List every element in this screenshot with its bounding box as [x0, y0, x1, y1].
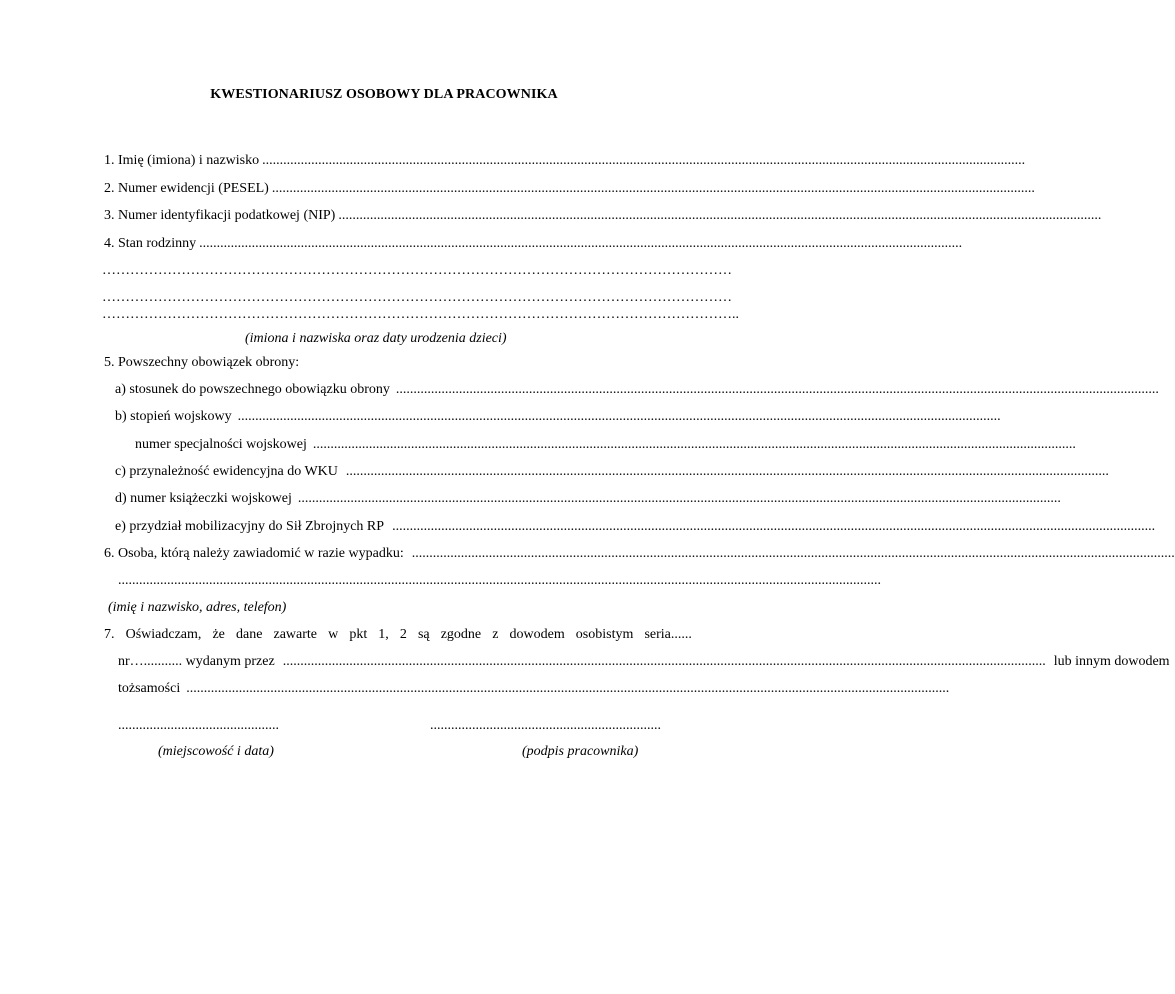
field-mobilization [115, 518, 1156, 536]
declaration-word: zawarte [273, 627, 318, 642]
fill-leader: .......................................................................................................................................................................................................................... [312, 437, 1076, 452]
fill-leader: .......................................................................................................................................................................................................................... [392, 519, 1156, 534]
field-label: e) przydział mobilizacyjny do Sił Zbrojnych RP [115, 519, 385, 534]
emergency-contact-line: .......................................................................................................................................................................................................................... [118, 573, 881, 588]
fill-leader: .......................................................................................................................................................................................................................... [262, 153, 1026, 168]
field-pesel [104, 180, 1035, 198]
field-label: c) przynależność ewidencyjna do WKU [115, 464, 338, 479]
field-label: b) stopień wojskowy [115, 409, 232, 424]
field-marital-status [104, 235, 963, 253]
place-date-line: .............................................. [118, 718, 279, 733]
declaration-word: że [212, 627, 225, 642]
field-label: 6. Osoba, którą należy zawiadomić w razie wypadku: [104, 546, 404, 561]
field-wku [115, 463, 1109, 481]
declaration-text: lub innym dowodem [1053, 654, 1170, 669]
declaration-line-2 [118, 653, 1170, 671]
field-name-surname [104, 152, 1026, 170]
declaration-word: 1, [378, 627, 389, 642]
declaration-word: osobistym [575, 627, 634, 642]
fill-leader: .......................................................................................................................................................................................................................... [395, 382, 1159, 397]
fill-leader: .......................................................................................................................................................................................................................... [199, 236, 963, 251]
declaration-line-1 [104, 626, 692, 644]
declaration-word: pkt [349, 627, 368, 642]
field-label: a) stosunek do powszechnego obowiązku obrony [115, 382, 390, 397]
declaration-word: Oświadczam, [125, 627, 202, 642]
fill-leader: .......................................................................................................................................................................................................................... [271, 181, 1035, 196]
signature-line: .................................................................. [430, 718, 661, 733]
field-label: 1. Imię (imiona) i nazwisko [104, 153, 260, 168]
declaration-word: 2 [399, 627, 407, 642]
document-title: KWESTIONARIUSZ OSOBOWY DLA PRACOWNIKA [210, 87, 558, 102]
declaration-word: dane [235, 627, 263, 642]
declaration-word: są [417, 627, 430, 642]
fill-leader: .......................................................................................................................................................................................................................... [411, 546, 1175, 561]
field-military-rank [115, 408, 1001, 426]
declaration-word: dowodem [509, 627, 565, 642]
place-date-label: (miejscowość i data) [158, 744, 274, 759]
declaration-word: seria...... [644, 627, 692, 642]
declaration-text: nr…........... wydanym przez [118, 654, 275, 669]
field-military-book [115, 490, 1061, 508]
emergency-contact-note: (imię i nazwisko, adres, telefon) [108, 600, 287, 615]
declaration-line-3 [118, 680, 950, 698]
children-line-1: ……………………………………………………………………………………………………………………… [102, 263, 732, 278]
field-military-specialty [135, 436, 1076, 454]
field-nip [104, 207, 1102, 225]
children-note: (imiona i nazwiska oraz daty urodzenia dzieci) [245, 331, 507, 346]
fill-leader: .......................................................................................................................................................................................................................... [345, 464, 1109, 479]
field-label: 4. Stan rodzinny [104, 236, 197, 251]
declaration-text: tożsamości [118, 681, 181, 696]
fill-leader: .......................................................................................................................................................................................................................... [282, 654, 1046, 669]
declaration-word: 7. [104, 627, 115, 642]
field-emergency-contact [104, 545, 1175, 563]
line-end: .. [732, 307, 739, 322]
field-defense-relation [115, 381, 1159, 399]
fill-leader: .......................................................................................................................................................................................................................... [186, 681, 950, 696]
declaration-word: zgodne [440, 627, 482, 642]
section-defense-duty: 5. Powszechny obowiązek obrony: [104, 355, 300, 370]
field-label: 3. Numer identyfikacji podatkowej (NIP) [104, 208, 336, 223]
declaration-word: w [328, 627, 339, 642]
fill-leader: .......................................................................................................................................................................................................................... [338, 208, 1102, 223]
field-label: d) numer książeczki wojskowej [115, 491, 292, 506]
children-line-2: ……………………………………………………………………………………………………………………… [102, 290, 732, 305]
children-line-3 [102, 306, 739, 324]
signature-label: (podpis pracownika) [522, 744, 639, 759]
fill-leader: .......................................................................................................................................................................................................................... [237, 409, 1001, 424]
field-label: 2. Numer ewidencji (PESEL) [104, 181, 269, 196]
fill-leader: ……………………………………………………………………………………………………………………… [102, 307, 732, 322]
field-label: numer specjalności wojskowej [135, 437, 307, 452]
declaration-word: z [492, 627, 499, 642]
fill-leader: .......................................................................................................................................................................................................................... [297, 491, 1061, 506]
